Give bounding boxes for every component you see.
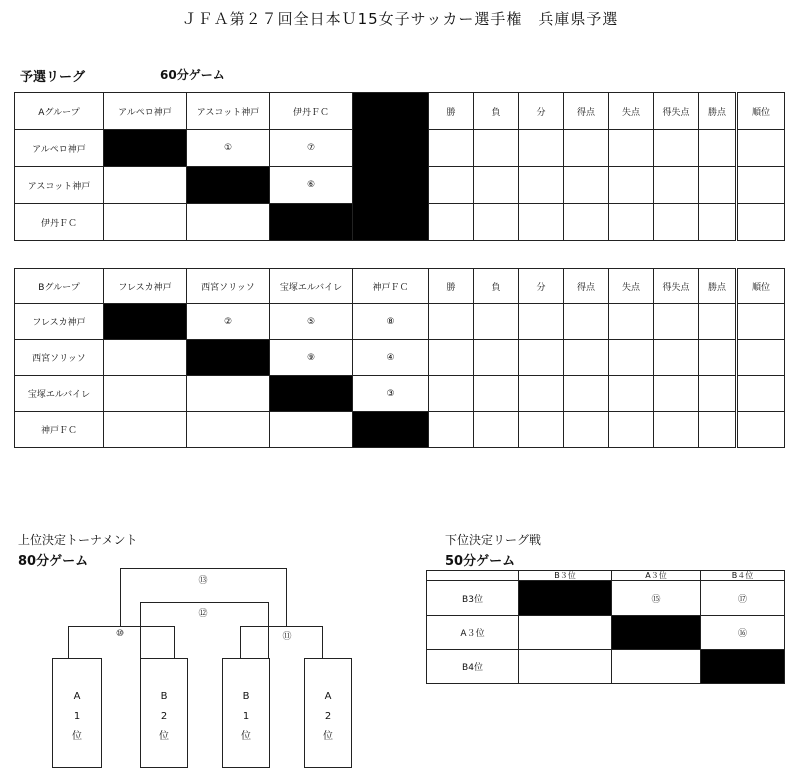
team-box-a1 [52,658,102,768]
row-team: 神戸ＦＣ [15,412,104,448]
team-box-label: B 1 位 [241,691,251,742]
row-team: 伊丹ＦＣ [15,204,104,241]
row-team: A３位 [427,616,519,650]
blank-cell [104,130,187,167]
prelim-duration: 60分ゲーム [160,68,225,82]
lower-col-team: A３位 [612,571,701,581]
col-points: 勝点 [699,269,737,304]
col-draw: 分 [519,269,564,304]
row-team: B4位 [427,650,519,684]
team-box-b1 [222,658,270,768]
col-win: 勝 [429,269,474,304]
match-number: ① [187,130,270,167]
group-a-col-team: アルペロ神戸 [104,93,187,130]
final-match-number: ⑬ [198,576,208,586]
semi1-match-number: ⑩ [115,629,125,639]
row-team: アルペロ神戸 [15,130,104,167]
lower-corner [427,571,519,581]
blank-cell [270,204,353,241]
match-number: ③ [353,376,429,412]
match-number: ④ [353,340,429,376]
match-number: ⑥ [270,167,353,204]
match-number: ⑧ [353,304,429,340]
group-a-col-team: 伊丹ＦＣ [270,93,353,130]
blank-cell [353,93,429,241]
match-number: ② [187,304,270,340]
group-a-col-team: アスコット神戸 [187,93,270,130]
col-loss: 負 [474,269,519,304]
table-row [15,412,785,448]
group-b-col-team: フレスカ神戸 [104,269,187,304]
team-box-a2 [304,658,352,768]
group-a-table [14,92,785,241]
group-b-col-team: 神戸ＦＣ [353,269,429,304]
team-box-label: A 1 位 [72,691,82,742]
team-box-label: B 2 位 [159,691,169,742]
col-draw: 分 [519,93,564,130]
lower-header-row [427,571,785,581]
lower-label: 下位決定リーグ戦 [445,533,542,547]
col-goal-diff: 得失点 [654,269,699,304]
row-team: B3位 [427,581,519,616]
col-goals-against: 失点 [609,93,654,130]
col-loss: 負 [474,93,519,130]
prelim-label: 予選リーグ [20,70,86,85]
upper-duration: 80分ゲーム [18,554,89,569]
col-win: 勝 [429,93,474,130]
blank-cell [519,581,612,616]
col-goals-for: 得点 [564,269,609,304]
lower-col-team: B３位 [519,571,612,581]
group-a-header-row [15,93,785,130]
col-points: 勝点 [699,93,737,130]
page-title: ＪＦＡ第２７回全日本Ｕ15女子サッカー選手権 兵庫県予選 [181,10,619,28]
match-number: ⑮ [612,581,701,616]
team-box-b2 [140,658,188,768]
group-b-label: Bグループ [15,269,104,304]
row-team: 西宮ソリッソ [15,340,104,376]
table-row [427,650,785,684]
upper-label: 上位決定トーナメント [18,533,138,547]
col-rank: 順位 [737,269,785,304]
lower-league-table [426,570,785,684]
col-goals-against: 失点 [609,269,654,304]
match-number: ⑤ [270,304,353,340]
table-row [15,340,785,376]
group-b-header-row [15,269,785,304]
table-row [15,304,785,340]
col-rank: 順位 [737,93,785,130]
team-box-label: A 2 位 [323,691,333,742]
match-number: ⑨ [270,340,353,376]
col-goals-for: 得点 [564,93,609,130]
col-goal-diff: 得失点 [654,93,699,130]
lower-col-team: B４位 [701,571,785,581]
table-row [427,581,785,616]
match-number: ⑯ [701,616,785,650]
group-b-col-team: 西宮ソリッソ [187,269,270,304]
blank-cell [104,304,187,340]
blank-cell [701,650,785,684]
blank-cell [187,340,270,376]
match-number: ⑦ [270,130,353,167]
semi2-match-number: ⑪ [282,632,292,642]
row-team: フレスカ神戸 [15,304,104,340]
group-b-table [14,268,785,448]
lower-duration: 50分ゲーム [445,554,516,569]
blank-cell [612,616,701,650]
blank-cell [353,412,429,448]
row-team: アスコット神戸 [15,167,104,204]
match-number: ⑰ [701,581,785,616]
blank-cell [270,376,353,412]
group-b-col-team: 宝塚エルバイレ [270,269,353,304]
row-team: 宝塚エルバイレ [15,376,104,412]
group-a-label: Aグループ [15,93,104,130]
table-row [427,616,785,650]
blank-cell [187,167,270,204]
table-row [15,376,785,412]
third-place-match-number: ⑫ [198,609,208,619]
